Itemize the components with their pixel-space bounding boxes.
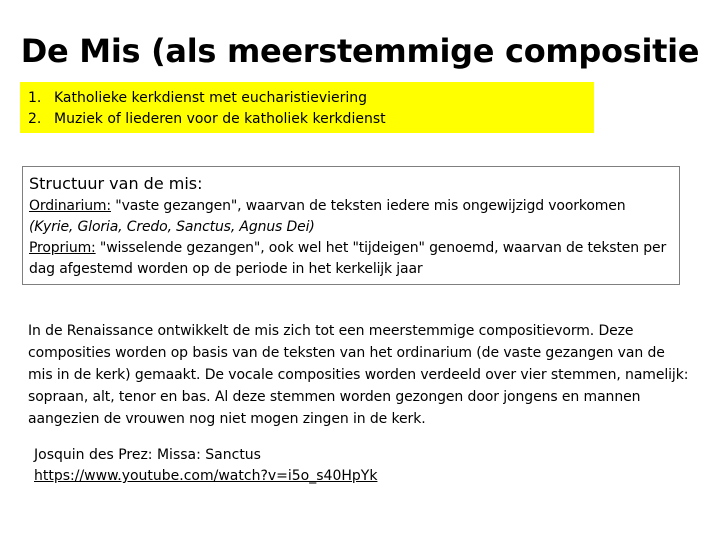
slide-title: De Mis (als meerstemmige compositie <box>20 32 700 70</box>
definition-number: 1. <box>28 90 42 106</box>
proprium-text: "wisselende gezangen", ook wel het "tijdeigen" genoemd, waarvan de teksten per dag afgestemd worden op de periode in het kerkelijk jaar <box>29 240 667 277</box>
definition-list-box <box>20 82 594 133</box>
definition-list <box>28 88 594 130</box>
definition-item <box>28 88 594 109</box>
definition-text: Muziek of liederen voor de katholiek kerkdienst <box>54 111 386 127</box>
youtube-link[interactable]: https://www.youtube.com/watch?v=i5o_s40HpYk <box>34 468 378 484</box>
reference-caption: Josquin des Prez: Missa: Sanctus <box>34 447 261 463</box>
mass-structure-box <box>22 166 680 285</box>
definition-item <box>28 109 594 130</box>
ordinarium-paragraph <box>29 196 673 238</box>
definition-text: Katholieke kerkdienst met eucharistieviering <box>54 90 368 106</box>
reference-block <box>34 445 377 487</box>
proprium-label: Proprium: <box>29 240 96 256</box>
ordinarium-examples: (Kyrie, Gloria, Credo, Sanctus, Agnus Dei) <box>29 219 315 235</box>
definition-number: 2. <box>28 111 42 127</box>
ordinarium-text: "vaste gezangen", waarvan de teksten iedere mis ongewijzigd voorkomen <box>110 198 626 214</box>
renaissance-paragraph: In de Renaissance ontwikkelt de mis zich tot een meerstemmige compositievorm. Deze composities worden op basis van de teksten van het ordinarium (de vaste gezangen van de mis in de kerk) gemaakt. De vocale composities worden verdeeld over vier stemmen, namelijk: sopraan, alt, tenor en bas. Al deze stemmen worden gezongen door jongens en mannen aangezien de vrouwen nog niet mogen zingen in de kerk. <box>28 323 689 427</box>
ordinarium-label: Ordinarium: <box>29 198 111 214</box>
proprium-paragraph <box>29 238 673 280</box>
structure-heading: Structuur van de mis: <box>29 174 203 193</box>
